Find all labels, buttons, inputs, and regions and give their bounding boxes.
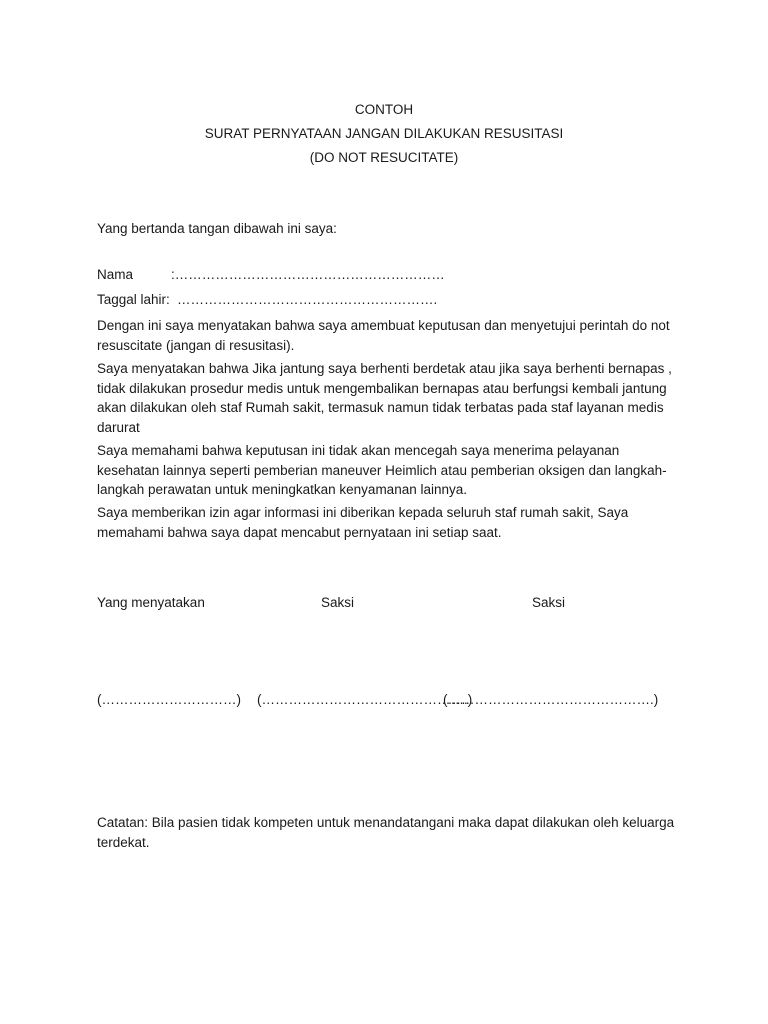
name-field bbox=[97, 267, 445, 282]
document-subtitle: (DO NOT RESUCITATE) bbox=[309, 150, 459, 165]
signer-label: Yang menyatakan bbox=[97, 595, 205, 610]
witness-label-2: Saksi bbox=[532, 595, 566, 610]
name-label: Nama bbox=[97, 267, 134, 282]
name-blank: :…………………………………………………… bbox=[171, 267, 445, 282]
witness-1-signature-line: (……………………………………….) bbox=[257, 692, 473, 707]
paragraph-statement: Dengan ini saya menyatakan bahwa saya amembuat keputusan dan menyetujui perintah do not resuscitate (jangan di resusitasi). bbox=[97, 318, 670, 353]
intro-text: Yang bertanda tangan dibawah ini saya: bbox=[97, 221, 337, 236]
document-title: SURAT PERNYATAAN JANGAN DILAKUKAN RESUSITASI bbox=[204, 126, 564, 141]
document-label: CONTOH bbox=[354, 102, 414, 117]
birthdate-blank: …………………………………………………. bbox=[177, 292, 438, 307]
birthdate-field bbox=[97, 292, 437, 307]
witness-label-1: Saksi bbox=[321, 595, 355, 610]
footnote: Catatan: Bila pasien tidak kompeten untuk menandatangani maka dapat dilakukan oleh keluarga terdekat. bbox=[97, 815, 675, 850]
birthdate-label: Taggal lahir: bbox=[97, 292, 170, 307]
paragraph-permission: Saya memberikan izin agar informasi ini diberikan kepada seluruh staf rumah sakit, Saya memahami bahwa saya dapat mencabut pernyataan ini setiap saat. bbox=[97, 505, 629, 540]
signer-signature-line: (…………………………) bbox=[97, 692, 241, 707]
paragraph-understanding: Saya memahami bahwa keputusan ini tidak akan mencegah saya menerima pelayanan kesehatan lainnya seperti pemberian maneuver Heimlich atau pemberian oksigen dan langkah-langkah perawatan untuk meningkatkan kenyamanan lainnya. bbox=[97, 443, 667, 497]
paragraph-declaration: Saya menyatakan bahwa Jika jantung saya berhenti berdetak atau jika saya berhenti bernapas , tidak dilakukan prosedur medis untuk mengembalikan bernapas atau berfungsi kembali jantung akan dilakukan oleh staf Rumah sakit, termasuk namun tidak terbatas pada staf layanan medis darurat bbox=[97, 361, 672, 435]
document-title-block bbox=[0, 98, 768, 170]
witness-2-signature-line: (……………………………………….) bbox=[443, 692, 659, 707]
